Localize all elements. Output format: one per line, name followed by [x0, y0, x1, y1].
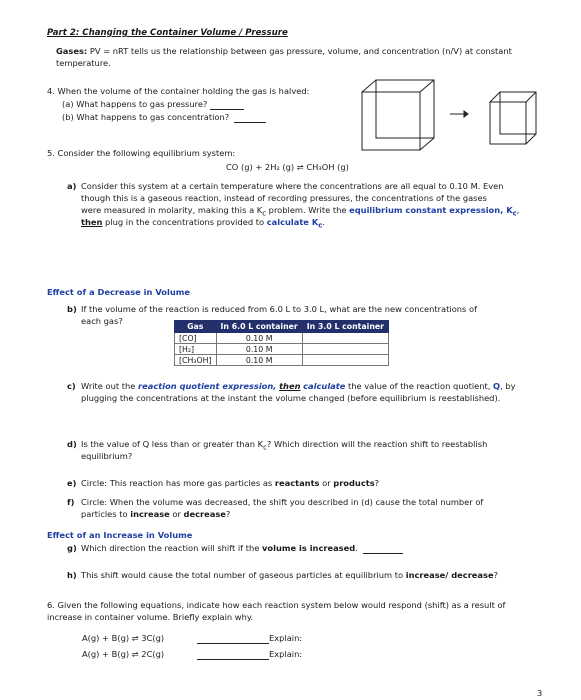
table-cell-gas: [CO]: [175, 333, 217, 344]
q6-line-1: 6. Given the following equations, indicate how each reaction system below would respond (shift) as a result of: [47, 600, 506, 610]
table-cell-3l-input[interactable]: [302, 333, 388, 344]
q-d-line-2: equilibrium?: [81, 451, 133, 461]
table-header-3l: In 3.0 L container: [302, 321, 388, 333]
q6-eq1-blank-wrap: [197, 633, 302, 644]
gases-line-1: Gases: PV = nRT tells us the relationship between gas pressure, volume, and concentration (n/V) at constant: [56, 46, 512, 56]
q5-a-line-2: though this is a gaseous reaction, instead of recording pressures, the concentrations of the gases: [81, 193, 487, 203]
container-cubes-diagram: [360, 78, 540, 158]
q6-eq2-blank-wrap: [197, 649, 302, 660]
q6-line-2: increase in container volume. Briefly explain why.: [47, 612, 254, 622]
table-cell-6l: 0.10 M: [216, 344, 302, 355]
table-header-6l: In 6.0 L container: [216, 321, 302, 333]
q-b-label: b): [67, 304, 77, 314]
table-cell-3l-input[interactable]: [302, 355, 388, 366]
table-row: [175, 355, 389, 366]
q6-eq1-explain-label: Explain:: [269, 633, 303, 643]
q-d-label: d): [67, 439, 77, 449]
q6-eq2-explain-label: Explain:: [269, 649, 303, 659]
small-cube-shape: [490, 92, 536, 144]
table-header-gas: Gas: [175, 321, 217, 333]
table-cell-6l: 0.10 M: [216, 333, 302, 344]
q-h-label: h): [67, 570, 77, 580]
q-g-answer-blank[interactable]: [363, 545, 403, 554]
q5-equation: CO (g) + 2H₂ (g) ⇌ CH₃OH (g): [226, 162, 349, 172]
page-number: 3: [537, 688, 543, 698]
q-e-line: Circle: This reaction has more gas particles as reactants or products?: [81, 478, 380, 488]
q5-a-label: a): [67, 181, 77, 191]
q-c-label: c): [67, 381, 76, 391]
gas-concentration-table: [174, 320, 389, 366]
q-c-line-1: Write out the reaction quotient expression, then calculate the value of the reaction quotient, Q, by: [81, 381, 516, 391]
q-b-line-2: each gas?: [81, 316, 123, 326]
decrease-heading: Effect of a Decrease in Volume: [47, 287, 191, 297]
gases-line-2: temperature.: [56, 58, 111, 68]
table-row: [175, 344, 389, 355]
q-d-line-1: Is the value of Q less than or greater than $K_c$? Which direction will the reaction shift to reestablish: [81, 439, 488, 452]
table-cell-3l-input[interactable]: [302, 344, 388, 355]
q5-a-line-1: Consider this system at a certain temperature where the concentrations are all equal to 0.10 M. Even: [81, 181, 504, 191]
q6-equation-1: A(g) + B(g) ⇌ 3C(g): [82, 633, 165, 643]
table-cell-gas: [H₂]: [175, 344, 217, 355]
q4-b: (b) What happens to gas concentration?: [62, 112, 266, 123]
q-b-line-1: If the volume of the reaction is reduced from 6.0 L to 3.0 L, what are the new concentrations of: [81, 304, 477, 314]
q-g-label: g): [67, 543, 77, 553]
increase-heading: Effect of an Increase in Volume: [47, 530, 193, 540]
part-title: Part 2: Changing the Container Volume / Pressure: [47, 28, 288, 38]
q5-a-line-3: were measured in molarity, making this a $K_c$ problem. Write the equilibrium constant expression, $K_c$,: [81, 205, 520, 218]
q6-eq1-answer-blank[interactable]: [197, 635, 269, 644]
q-g-line: Which direction the reaction will shift if the volume is increased.: [81, 543, 403, 554]
arrow-right-icon: [450, 111, 468, 117]
q4-stem: 4. When the volume of the container holding the gas is halved:: [47, 86, 310, 96]
large-cube-shape: [362, 80, 434, 150]
q4-a: (a) What happens to gas pressure?: [62, 99, 244, 110]
q4-a-answer-blank[interactable]: [210, 101, 244, 110]
table-cell-6l: 0.10 M: [216, 355, 302, 366]
table-header-row: [175, 321, 389, 333]
q-c-line-2: plugging the concentrations at the instant the volume changed (before equilibrium is reestablished).: [81, 393, 501, 403]
table-row: [175, 333, 389, 344]
q6-eq2-answer-blank[interactable]: [197, 651, 269, 660]
table-cell-gas: [CH₃OH]: [175, 355, 217, 366]
q-f-line-1: Circle: When the volume was decreased, the shift you described in (d) cause the total number of: [81, 497, 484, 507]
q4-b-answer-blank[interactable]: [234, 114, 266, 123]
q6-equation-2: A(g) + B(g) ⇌ 2C(g): [82, 649, 165, 659]
q-f-line-2: particles to increase or decrease?: [81, 509, 231, 519]
q5-a-line-4: then plug in the concentrations provided to calculate $K_c$.: [81, 217, 325, 230]
q-f-label: f): [67, 497, 75, 507]
q-e-label: e): [67, 478, 77, 488]
q-h-line: This shift would cause the total number of gaseous particles at equilibrium to increase/ decrease?: [81, 570, 498, 580]
q5-stem: 5. Consider the following equilibrium system:: [47, 148, 236, 158]
